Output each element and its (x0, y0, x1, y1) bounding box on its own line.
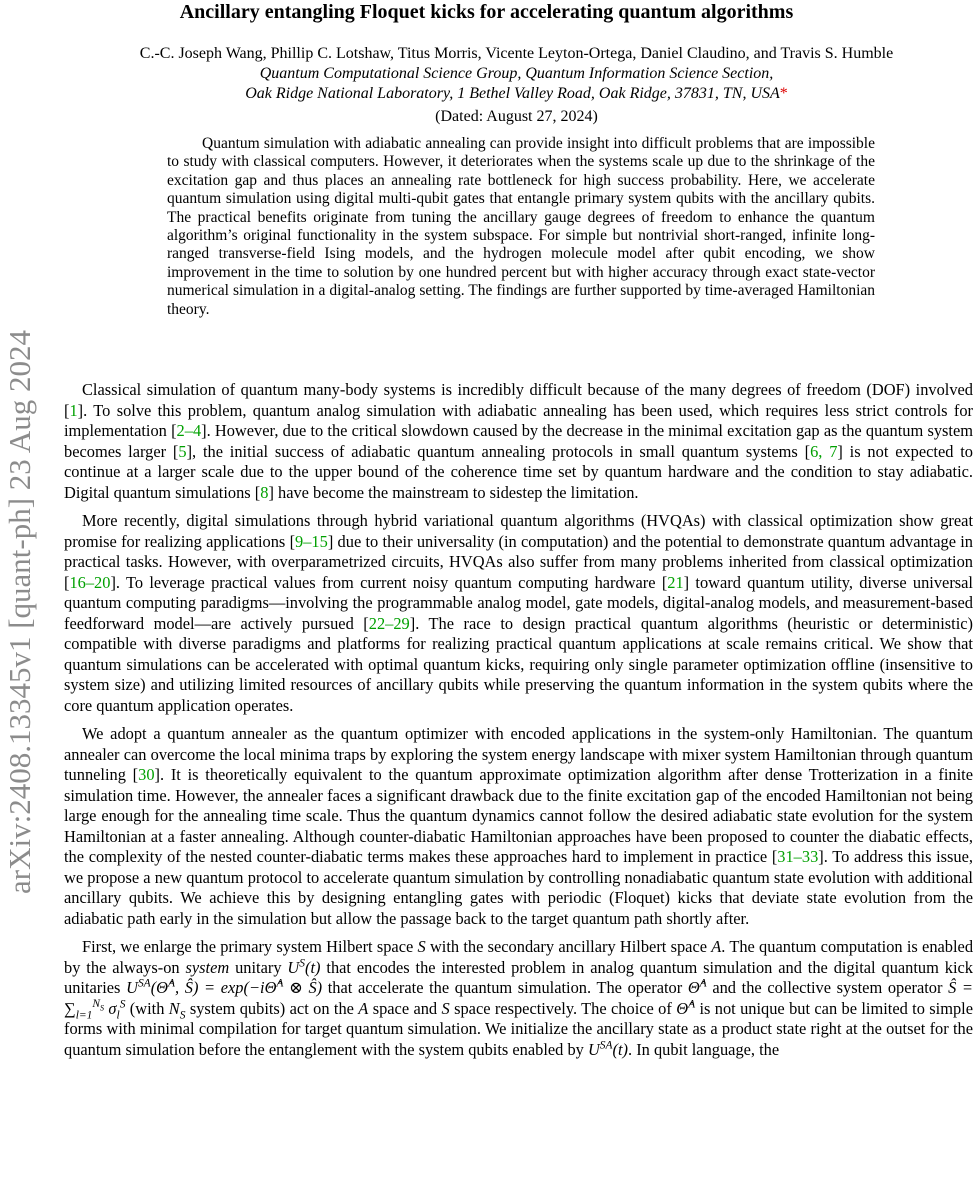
math-part: (Θ̂ (150, 978, 168, 997)
text-run: . The quantum computation is enabled by the always-on (64, 937, 973, 977)
math-NS (168, 998, 186, 1021)
math-part: Θ̂ (676, 998, 689, 1018)
math-part: Ŝ = ∑ (64, 978, 973, 1018)
emphasis: system (185, 957, 230, 977)
text-run: . To solve this problem, quantum analog simulation with adiabatic annealing has been used, which requires less strict controls for implementation (64, 400, 973, 440)
citation-link[interactable]: [8] (254, 482, 274, 502)
math-part: σ (104, 998, 117, 1018)
math-part: SA (137, 977, 151, 990)
footnote-marker[interactable]: * (779, 85, 788, 102)
paragraph-3 (64, 724, 973, 929)
paragraph-1 (64, 380, 973, 503)
text-run: We adopt a quantum annealer as the quantum optimizer with encoded applications in the system-only Hamiltonian. The quantum annealer can overcome the local minima traps by exploring the system energy landscape with mixer system Hamiltonian through quantum tunneling (64, 724, 973, 784)
dated-line: (Dated: August 27, 2024) (435, 108, 598, 125)
math-part: ⊗ Ŝ) (283, 978, 323, 997)
citation-link[interactable]: [6, 7] (804, 441, 843, 461)
text-run: that encodes the interested problem in analog quantum simulation and the digital quantum kick unitaries (64, 957, 973, 997)
text-run: space respectively. The choice of (449, 998, 677, 1018)
math-symbol: S (417, 937, 426, 956)
citation-number[interactable]: 31–33 (777, 847, 819, 866)
text-run: toward quantum utility, diverse universal quantum computing paradigms—involving the programmable analog model, gate models, digital-analog models, and measurement-based feedforward model—are actively pursued (64, 572, 973, 633)
text-run: . To leverage practical values from current noisy quantum computing hardware (115, 572, 662, 592)
citation-link[interactable]: [21] (661, 572, 690, 592)
math-unitary-US (287, 958, 320, 977)
citation-link[interactable]: [5] (172, 441, 193, 461)
math-unitary-USA (588, 1040, 628, 1059)
math-part: , Ŝ) = exp(−iΘ̂ (175, 978, 277, 997)
math-part: S (119, 998, 126, 1011)
citation-number[interactable]: 30 (138, 765, 155, 784)
text-run: . To address this issue, we propose a new quantum protocol to accelerate quantum simulation by controlling nonadiabatic quantum state evolution with additional ancillary qubits. We achieve this by designing entangling gates with periodic (Floquet) kicks that deviate state evolution from the adiabatic path early in the simulation but allow the passage back to the target quantum path shortly after. (64, 847, 973, 928)
affiliation-line-1: Quantum Computational Science Group, Quantum Information Science Section, (259, 65, 774, 82)
paragraph-4 (64, 937, 973, 1060)
math-part: U (287, 957, 300, 977)
math-part: S (299, 957, 305, 970)
citation-link[interactable]: [30] (132, 765, 160, 784)
citation-number[interactable]: 8 (260, 482, 269, 502)
math-part: l (116, 1008, 120, 1021)
math-theta-operator (676, 999, 695, 1018)
paper-title: Ancillary entangling Floquet kicks for accelerating quantum algorithms (179, 1, 794, 23)
citation-number[interactable]: 9–15 (295, 531, 328, 551)
math-part: SA (599, 1039, 613, 1052)
math-part: A (276, 977, 284, 990)
affiliation-line-2 (60, 84, 973, 104)
citation-number[interactable]: 22–29 (368, 613, 410, 633)
affiliation-line-2-text: Oak Ridge National Laboratory, 1 Bethel Valley Road, Oak Ridge, 37831, TN, USA (245, 85, 780, 102)
math-part: U (587, 1039, 600, 1059)
abstract: Quantum simulation with adiabatic annealing can provide insight into difficult problems that are impossible to study with classical computers. However, it deteriorates when the systems scale up due to the shrinkage of the excitation gap and thus places an annealing rate bottleneck for high success probability. Here, we accelerate quantum simulation using digital multi-qubit gates that entangle primary system qubits with the ancillary qubits. The practical benefits originate from tuning the ancillary gauge degrees of freedom to enhance the quantum algorithm’s original functionality in the system subspace. For simple but nontrivial short-ranged, infinite long-ranged transverse-field Ising models, and the hydrogen molecule model after qubit encoding, we show improvement in the time to solution by one hundred percent but with higher accuracy through exact state-vector numerical simulation in a digital-analog setting. The findings are further supported by time-averaged Hamiltonian theory. (167, 135, 875, 318)
math-part: (t) (305, 957, 321, 977)
text-run: is not unique but can be limited to simple forms with minimal compilation for target quantum simulation. We initialize the ancillary state as a product state right at the outset for the quantum simulation before the entanglement with the system qubits enabled by (64, 998, 973, 1059)
author-list: C.-C. Joseph Wang, Phillip C. Lotshaw, Titus Morris, Vicente Leyton-Ortega, Daniel Claudino, and Travis S. Humble (139, 45, 894, 62)
text-run: and the collective system operator (706, 978, 949, 997)
text-run: space and (368, 998, 442, 1018)
text-run: due to their universality (in computation) and the potential to demonstrate quantum advantage in practical tasks. However, with overparametrized circuits, HVQAs also suffer from many problems inherited from classical optimization (64, 531, 973, 571)
math-part: U (126, 978, 138, 997)
text-run: with the secondary ancillary Hilbert space (425, 937, 712, 956)
citation-link[interactable]: [9–15] (289, 531, 334, 551)
body-text (64, 380, 973, 1060)
citation-link[interactable]: [16–20] (64, 572, 116, 592)
math-part: A (699, 977, 707, 990)
arxiv-identifier[interactable]: arXiv:2408.13345v1 [quant-ph] 23 Aug 2024 (2, 330, 37, 894)
math-theta-operator (688, 978, 707, 997)
text-run: (with (125, 998, 169, 1018)
citation-number[interactable]: 1 (69, 400, 78, 420)
math-kick-unitary (126, 978, 322, 997)
citation-number[interactable]: 6, 7 (810, 441, 838, 461)
text-run: First, we enlarge the primary system Hilbert space (82, 937, 418, 956)
math-part: N (168, 998, 180, 1018)
text-run: Classical simulation of quantum many-body systems is incredibly difficult because of the many degrees of freedom (DOF) involved (82, 380, 973, 399)
affiliation (60, 64, 973, 104)
citation-number[interactable]: 2–4 (176, 421, 202, 440)
citation-number[interactable]: 16–20 (69, 572, 111, 592)
text-run: have become the mainstream to sidestep the limitation. (273, 482, 639, 502)
citation-number[interactable]: 21 (667, 572, 684, 592)
text-run: system qubits) act on the (185, 998, 359, 1018)
math-part: N (92, 998, 101, 1011)
math-part: S (179, 1008, 186, 1021)
math-part: A (167, 977, 175, 990)
text-run: . It is theoretically equivalent to the quantum approximate optimization algorithm after dense Trotterization in a finite simulation time. However, the annealer faces a significant drawback due to the finite excitation gap of the encoded Hamiltonian not being large enough for the annealing time scale. Thus the quantum dynamics cannot follow the desired adiabatic state evolution for the system Hamiltonian at a faster annealing. Although counter-diabatic Hamiltonian approaches have been proposed to counter the diabatic effects, the complexity of the nested counter-diabatic terms makes these approaches hard to implement in practice (64, 765, 973, 866)
citation-number[interactable]: 5 (178, 441, 187, 461)
citation-link[interactable]: [22–29] (363, 613, 416, 633)
math-part: A (688, 998, 696, 1011)
text-run: , the initial success of adiabatic quantum annealing protocols in small quantum systems (192, 441, 805, 461)
text-run: More recently, digital simulations through hybrid variational quantum algorithms (HVQAs) with classical optimization show great promise for realizing applications (64, 511, 973, 551)
math-symbol: A (711, 937, 722, 956)
text-run: that accelerate the quantum simulation. The operator (322, 978, 688, 997)
text-run: unitary (229, 957, 288, 977)
text-run: . However, due to the critical slowdown caused by the decrease in the minimal excitation gap as the quantum system becomes larger (64, 421, 973, 461)
citation-link[interactable]: [2–4] (171, 421, 207, 440)
math-part (92, 998, 105, 1013)
citation-link[interactable]: [31–33] (771, 847, 824, 866)
math-part: Θ̂ (687, 978, 700, 997)
math-part: l=1 (75, 1008, 93, 1021)
math-symbol: A (358, 998, 369, 1018)
text-run: . The race to design practical quantum algorithms (heuristic or deterministic) compatible with diverse paradigms and platforms for realizing practical quantum applications at scale remains critical. We show that quantum simulations can be accelerated with optimal quantum kicks, requiring only single parameter optimization offline (insensitive to system size) and utilizing limited resources of ancillary qubits while preserving the quantum information in the system qubits where the core quantum application operates. (64, 613, 973, 715)
math-part: (t) (612, 1039, 629, 1059)
math-part: S (100, 1003, 105, 1013)
text-run: . In qubit language, the (628, 1039, 780, 1059)
text-run: is not expected to continue at a larger scale due to the upper bound of the coherence time set by quantum hardware and the condition to stay adiabatic. Digital quantum simulations (64, 441, 973, 502)
paragraph-2 (64, 511, 973, 716)
citation-link[interactable]: [1] (64, 400, 84, 420)
math-symbol: S (441, 998, 450, 1018)
